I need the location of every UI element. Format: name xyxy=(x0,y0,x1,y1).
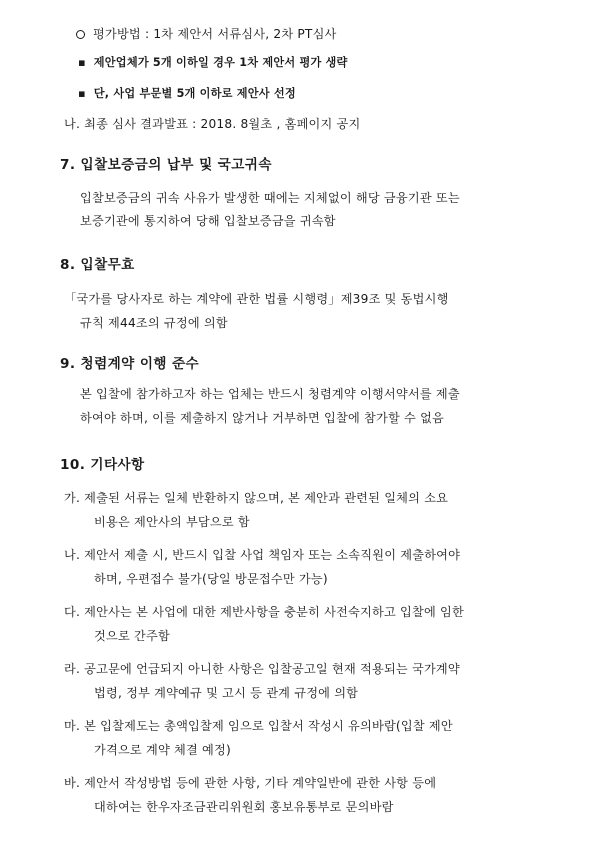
section-9-title: 9. 청렴계약 이행 준수 xyxy=(60,356,200,372)
section-7-line-2: 보증기관에 통지하여 당해 입찰보증금을 귀속함 xyxy=(80,214,336,228)
section-7-line-1: 입찰보증금의 귀속 사유가 발생한 때에는 지체없이 해당 금융기관 또는 xyxy=(80,191,460,205)
evaluation-bullet-1 xyxy=(78,55,348,71)
section-10-item-ra-line-1: 라. 공고문에 언급되지 아니한 사항은 입찰공고일 현재 적용되는 국가계약 xyxy=(64,662,460,676)
section-10-item-ma-line-1: 마. 본 입찰제도는 총액입찰제 임으로 입찰서 작성시 유의바람(입찰 제안 xyxy=(64,719,453,733)
evaluation-method xyxy=(76,26,337,42)
square-bullet-icon: ▪ xyxy=(78,56,86,69)
evaluation-bullet-1-text: 제안업체가 5개 이하일 경우 1차 제안서 평가 생략 xyxy=(93,56,348,69)
section-8-line-2: 규칙 제44조의 규정에 의함 xyxy=(80,316,228,330)
section-8-line-1: 「국가를 당사자로 하는 계약에 관한 법률 시행령」제39조 및 동법시행 xyxy=(64,292,449,306)
circle-bullet-icon xyxy=(76,30,85,39)
section-9-line-2: 하여야 하며, 이를 제출하지 않거나 거부하면 입찰에 참가할 수 없음 xyxy=(80,411,445,425)
section-8-title: 8. 입찰무효 xyxy=(60,257,135,273)
square-bullet-icon: ▪ xyxy=(78,87,86,100)
section-10-item-ba-line-1: 바. 제안서 작성방법 등에 관한 사항, 기타 계약일반에 관한 사항 등에 xyxy=(64,776,437,790)
section-10-item-ra-line-2: 법령, 정부 계약예규 및 고시 등 관계 규정에 의함 xyxy=(94,686,359,700)
section-10-title: 10. 기타사항 xyxy=(60,457,145,473)
section-10-item-na-line-1: 나. 제안서 제출 시, 반드시 입찰 사업 책임자 또는 소속직원이 제출하여야 xyxy=(64,548,461,562)
evaluation-result: 나. 최종 심사 결과발표 : 2018. 8월초 , 홈페이지 공지 xyxy=(64,117,361,131)
evaluation-method-text: 평가방법 : 1차 제안서 서류심사, 2차 PT심사 xyxy=(93,27,337,41)
section-10-item-ga-line-2: 비용은 제안사의 부담으로 함 xyxy=(94,515,250,529)
section-10-item-ga-line-1: 가. 제출된 서류는 일체 반환하지 않으며, 본 제안과 관련된 일체의 소요 xyxy=(64,491,449,505)
section-7-title: 7. 입찰보증금의 납부 및 국고귀속 xyxy=(60,157,272,173)
section-10-item-da-line-1: 다. 제안사는 본 사업에 대한 제반사항을 충분히 사전숙지하고 입찰에 임한 xyxy=(64,605,464,619)
section-10-item-ba-line-2: 대하여는 한우자조금관리위원회 홍보유통부로 문의바람 xyxy=(94,800,394,814)
section-9-line-1: 본 입찰에 참가하고자 하는 업체는 반드시 청렴계약 이행서약서를 제출 xyxy=(80,387,460,401)
section-10-item-da-line-2: 것으로 간주함 xyxy=(94,629,170,643)
section-10-item-na-line-2: 하며, 우편접수 불가(당일 방문접수만 가능) xyxy=(94,572,328,586)
section-10-item-ma-line-2: 가격으로 계약 체결 예정) xyxy=(94,743,231,757)
evaluation-bullet-2 xyxy=(78,86,296,102)
evaluation-bullet-2-text: 단, 사업 부문별 5개 이하로 제안사 선정 xyxy=(93,87,296,100)
